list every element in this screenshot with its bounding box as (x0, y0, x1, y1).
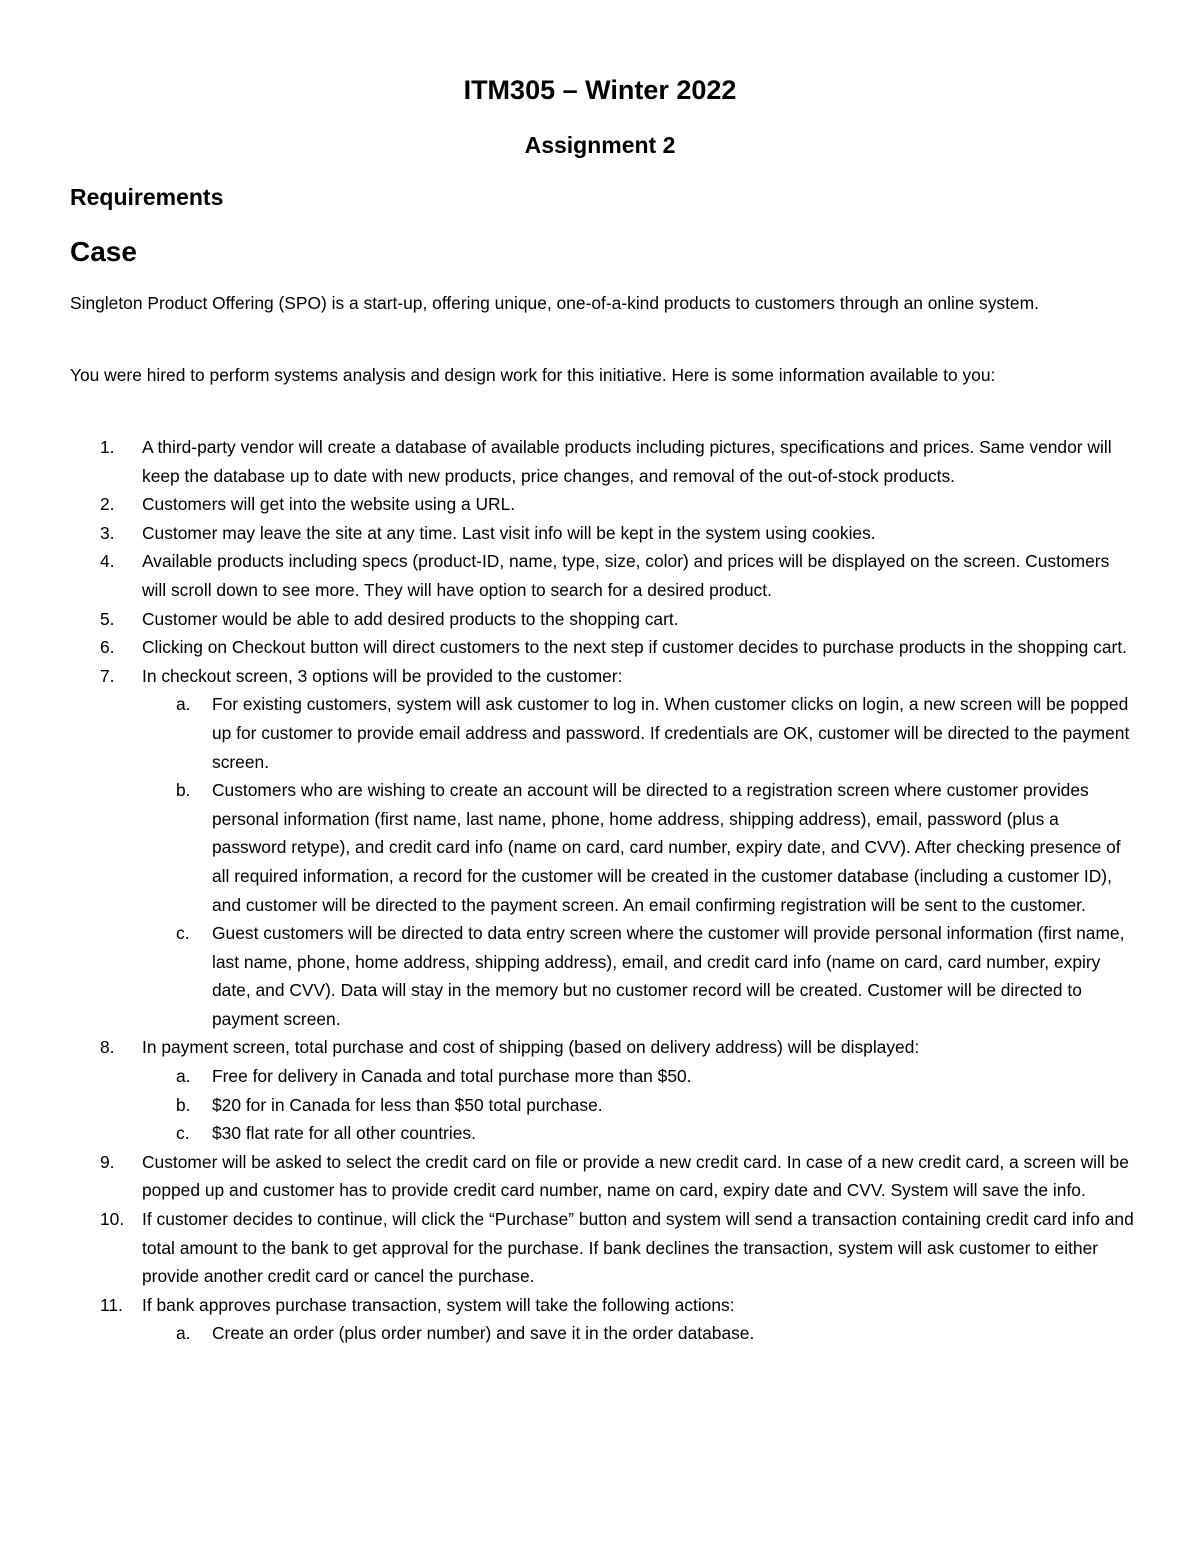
sub-list-item (142, 776, 1135, 919)
sub-item-letter: c. (176, 923, 190, 944)
item-text: A third-party vendor will create a database of available products including pictures, specifications and prices. Same vendor will keep the database up to date with new products, price changes, and removal of the out-of-stock products. (142, 437, 1112, 486)
item-text: Customers will get into the website using a URL. (142, 494, 516, 515)
sub-list-item (142, 1062, 1135, 1091)
sub-list (142, 1062, 1135, 1148)
intro-paragraph: Singleton Product Offering (SPO) is a start-up, offering unique, one-of-a-kind products to customers through an online system. (70, 293, 1039, 313)
list-item (0, 605, 1135, 634)
document-title: ITM305 – Winter 2022 (463, 75, 737, 105)
sub-list-item (142, 1319, 1135, 1348)
context-paragraph: You were hired to perform systems analysis and design work for this initiative. Here is some information available to you: (70, 365, 996, 385)
sub-list-item (142, 1091, 1135, 1120)
sub-item-text: $30 flat rate for all other countries. (212, 1123, 476, 1144)
item-number: 11. (100, 1294, 123, 1315)
item-number: 2. (100, 494, 115, 515)
item-text: In checkout screen, 3 options will be provided to the customer: (142, 665, 623, 686)
list-item (0, 1033, 1135, 1147)
item-text: Customer would be able to add desired products to the shopping cart. (142, 608, 679, 629)
list-item (0, 519, 1135, 548)
requirements-list (0, 433, 1135, 1348)
sub-item-text: Guest customers will be directed to data entry screen where the customer will provide personal information (first name, last name, phone, home address, shipping address), email, and credit card info (name on card, card number, expiry date, and CVV). Data will stay in the memory but no customer record will be created. Customer will be directed to payment screen. (212, 923, 1125, 1029)
item-number: 8. (100, 1037, 115, 1058)
list-item (0, 547, 1135, 604)
item-text: Customer will be asked to select the credit card on file or provide a new credit card. In case of a new credit card, a screen will be popped up and customer has to provide credit card number, name on card, expiry date and CVV. System will save the info. (142, 1151, 1129, 1201)
item-text: Customer may leave the site at any time. Last visit info will be kept in the system using cookies. (142, 522, 876, 543)
item-number: 7. (100, 665, 115, 686)
item-text: Clicking on Checkout button will direct customers to the next step if customer decides to purchase products in the shopping cart. (142, 637, 1128, 658)
item-number: 1. (100, 437, 115, 457)
section-heading-requirements: Requirements (70, 184, 224, 210)
sub-item-text: Customers who are wishing to create an account will be directed to a registration screen where customer provides personal information (first name, last name, phone, home address, shipping address), email, password (plus a password retype), and credit card info (name on card, card number, expiry date, and CVV). After checking presence of all required information, a record for the customer will be created in the customer database (including a customer ID), and customer will be directed to the payment screen. An email confirming registration will be sent to the customer. (212, 780, 1121, 915)
sub-list (142, 690, 1135, 1033)
sub-item-text: Free for delivery in Canada and total purchase more than $50. (212, 1066, 692, 1087)
list-item (0, 490, 1135, 519)
item-text: If customer decides to continue, will click the “Purchase” button and system will send a transaction containing credit card info and total amount to the bank to get approval for the purchase. If bank declines the transaction, system will ask customer to either provide another credit card or cancel the purchase. (142, 1209, 1134, 1287)
item-number: 3. (100, 522, 115, 543)
sub-item-text: Create an order (plus order number) and save it in the order database. (212, 1323, 755, 1344)
list-item (0, 1291, 1135, 1348)
document-subtitle: Assignment 2 (524, 132, 676, 158)
sub-list-item (142, 690, 1135, 776)
sub-item-letter: a. (176, 1066, 191, 1087)
sub-item-text: For existing customers, system will ask customer to log in. When customer clicks on login, a new screen will be popped up for customer to provide email address and password. If credentials are OK, customer will be directed to the payment screen. (212, 694, 1130, 772)
sub-item-text: $20 for in Canada for less than $50 total purchase. (212, 1094, 603, 1115)
sub-item-letter: b. (176, 1094, 191, 1115)
sub-item-letter: c. (176, 1123, 190, 1144)
list-item (0, 633, 1135, 662)
sub-list (142, 1319, 1135, 1348)
item-text: In payment screen, total purchase and cost of shipping (based on delivery address) will be displayed: (142, 1037, 920, 1058)
item-number: 10. (100, 1209, 125, 1230)
sub-item-letter: b. (176, 780, 191, 801)
item-number: 4. (100, 551, 115, 572)
sub-list-item (142, 919, 1135, 1033)
item-number: 6. (100, 637, 115, 658)
sub-list-item (142, 1119, 1135, 1148)
list-item (0, 1148, 1135, 1205)
item-text: If bank approves purchase transaction, system will take the following actions: (142, 1294, 735, 1315)
sub-item-letter: a. (176, 1323, 191, 1344)
item-number: 9. (100, 1151, 115, 1172)
item-text: Available products including specs (product-ID, name, type, size, color) and prices will be displayed on the screen. Customers will scroll down to see more. They will have option to search for a desired product. (142, 551, 1110, 600)
section-heading-case: Case (70, 236, 137, 267)
item-number: 5. (100, 608, 115, 629)
list-item (0, 662, 1135, 1034)
list-item (0, 1205, 1135, 1291)
list-item (0, 433, 1135, 490)
sub-item-letter: a. (176, 694, 191, 715)
